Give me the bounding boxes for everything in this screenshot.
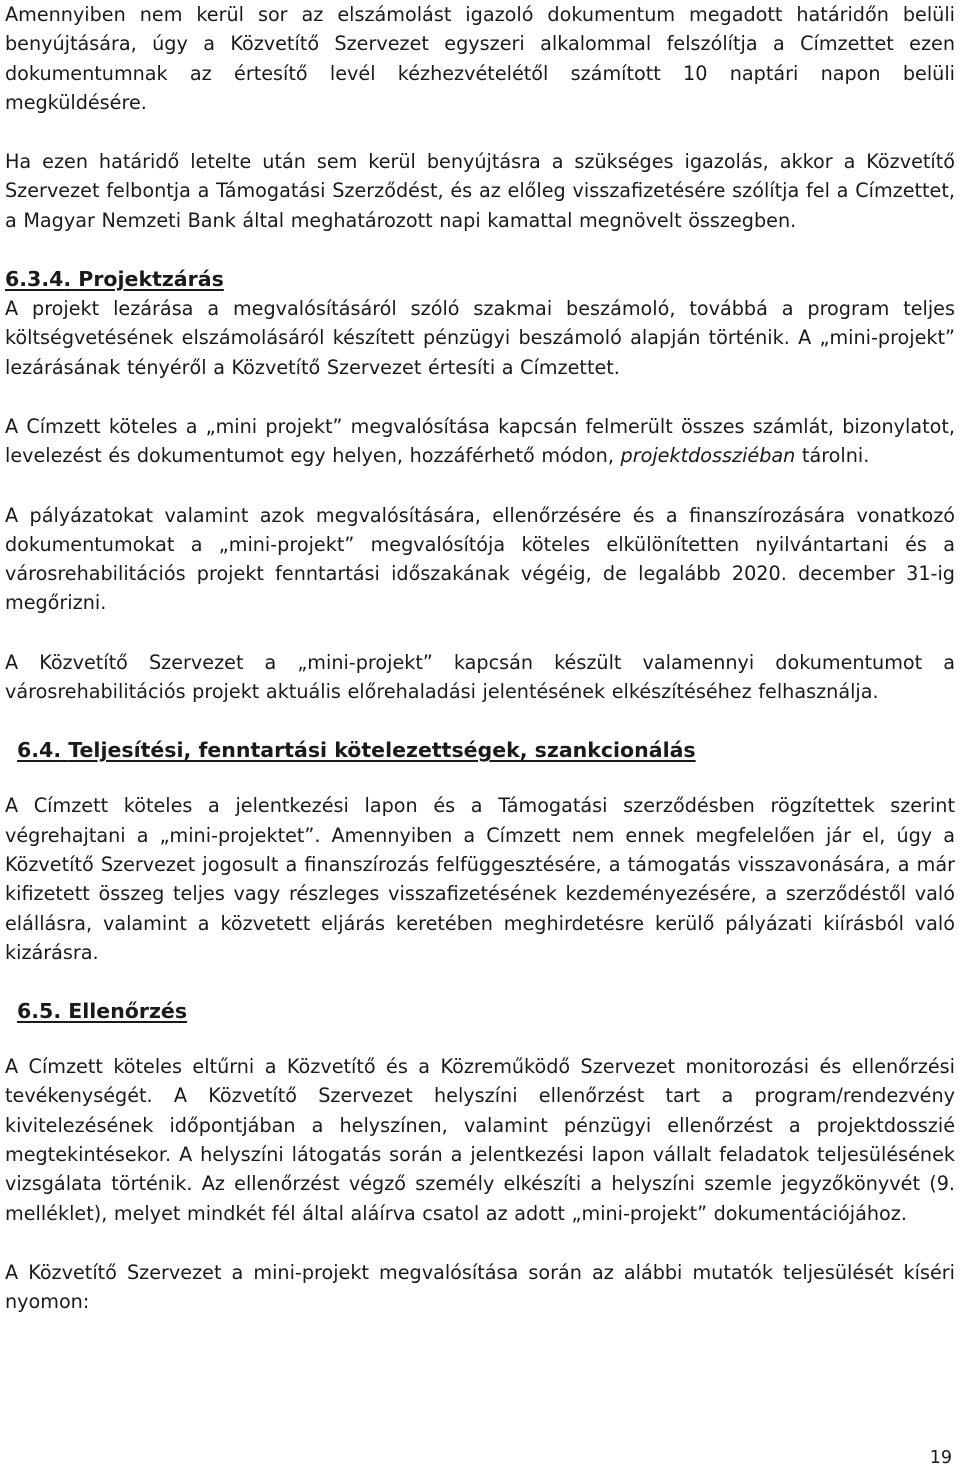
paragraph-document-retention: A pályázatokat valamint azok megvalósítására, ellenőrzésére és a finanszírozására vonatkozó dokumentumokat a „mini-projekt” megvalósítója köteles elkülönítetten nyilvántartani és a városrehabilitációs projekt fenntartási időszakának végéig, de legalább 2020. december 31-ig megőrizni. — [5, 503, 955, 615]
heading-title: Teljesítési, fenntartási kötelezettségek, szankcionálás — [68, 738, 696, 763]
heading-number: 6.3.4. — [5, 267, 72, 292]
heading-number: 6.4. — [17, 738, 62, 763]
heading-obligations-sanctions — [5, 736, 955, 765]
heading-title: Projektzárás — [78, 267, 224, 292]
paragraph-text: A Címzett köteles a „mini projekt” megvalósítása kapcsán felmerült összes számlát, bizonylatot, levelezést és dokumentumot egy helyen, hozzáférhető módon, — [5, 414, 955, 468]
heading-title: Ellenőrzés — [68, 999, 188, 1024]
paragraph-indicators-intro: A Közvetítő Szervezet a mini-projekt megvalósítása során az alábbi mutatók teljesülését kíséri nyomon: — [5, 1260, 955, 1314]
paragraph-document-usage: A Közvetítő Szervezet a „mini-projekt” kapcsán készült valamennyi dokumentumot a városrehabilitációs projekt aktuális előrehaladási jelentésének elkészítéséhez felhasználja. — [5, 650, 955, 704]
paragraph-document-storage — [5, 412, 955, 471]
document-page — [5, 0, 955, 1317]
paragraph-inspection: A Címzett köteles eltűrni a Közvetítő és a Közreműködő Szervezet monitorozási és ellenőrzési tevékenységét. A Közvetítő Szervezet helyszíni ellenőrzést tart a program/rendezvény kivitelezésének időpontjában a helyszínen, valamint pénzügyi ellenőrzést a projektdosszié megtekintésekor. A helyszíni látogatás során a jelentkezési lapon vállalt feladatok teljesülésének vizsgálata történik. Az ellenőrzést végző személy elkészíti a helyszíni szemle jegyzőkönyvét (9. melléklet), melyet mindkét fél által aláírva csatol az adott „mini-projekt” dokumentációjához. — [5, 1055, 955, 1225]
paragraph-project-closure: A projekt lezárása a megvalósításáról szóló szakmai beszámoló, továbbá a program teljes költségvetésének elszámolásáról készített pénzügyi beszámoló alapján történik. A „mini-projekt” lezárásának tényéről a Közvetítő Szervezet értesíti a Címzettet. — [5, 297, 955, 379]
heading-number: 6.5. — [17, 999, 62, 1024]
paragraph-text: tárolni. — [795, 444, 870, 468]
paragraph-obligations: A Címzett köteles a jelentkezési lapon és a Támogatási szerződésben rögzítettek szerint végrehajtani a „mini-projektet”. Amennyiben a Címzett nem ennek megfelelően jár el, úgy a Közvetítő Szervezet jogosult a finanszírozás felfüggesztésére, a támogatás visszavonására, a már kifizetett összeg teljes vagy részleges visszafizetésének kezdeményezésére, a szerződéstől való elállásra, valamint a közvetett eljárás keretében meghirdetésre kerülő pályázati kiírásból való kizárásra. — [5, 794, 955, 964]
heading-project-closure — [5, 265, 955, 294]
paragraph-emphasis: projektdossziéban — [620, 444, 796, 468]
paragraph-contract-termination: Ha ezen határidő letelte után sem kerül benyújtásra a szükséges igazolás, akkor a Közvetítő Szervezet felbontja a Támogatási Szerződést, és az előleg visszafizetésére szólítja fel a Címzettet, a Magyar Nemzeti Bank által meghatározott napi kamattal megnövelt összegben. — [5, 150, 955, 232]
paragraph-deadline-notice: Amennyiben nem kerül sor az elszámolást igazoló dokumentum megadott határidőn belüli benyújtására, úgy a Közvetítő Szervezet egyszeri alkalommal felszólítja a Címzettet ezen dokumentumnak az értesítő levél kézhezvételétől számított 10 naptári napon belüli megküldésére. — [5, 3, 955, 114]
heading-inspection — [5, 997, 955, 1026]
page-number: 19 — [929, 1448, 952, 1468]
